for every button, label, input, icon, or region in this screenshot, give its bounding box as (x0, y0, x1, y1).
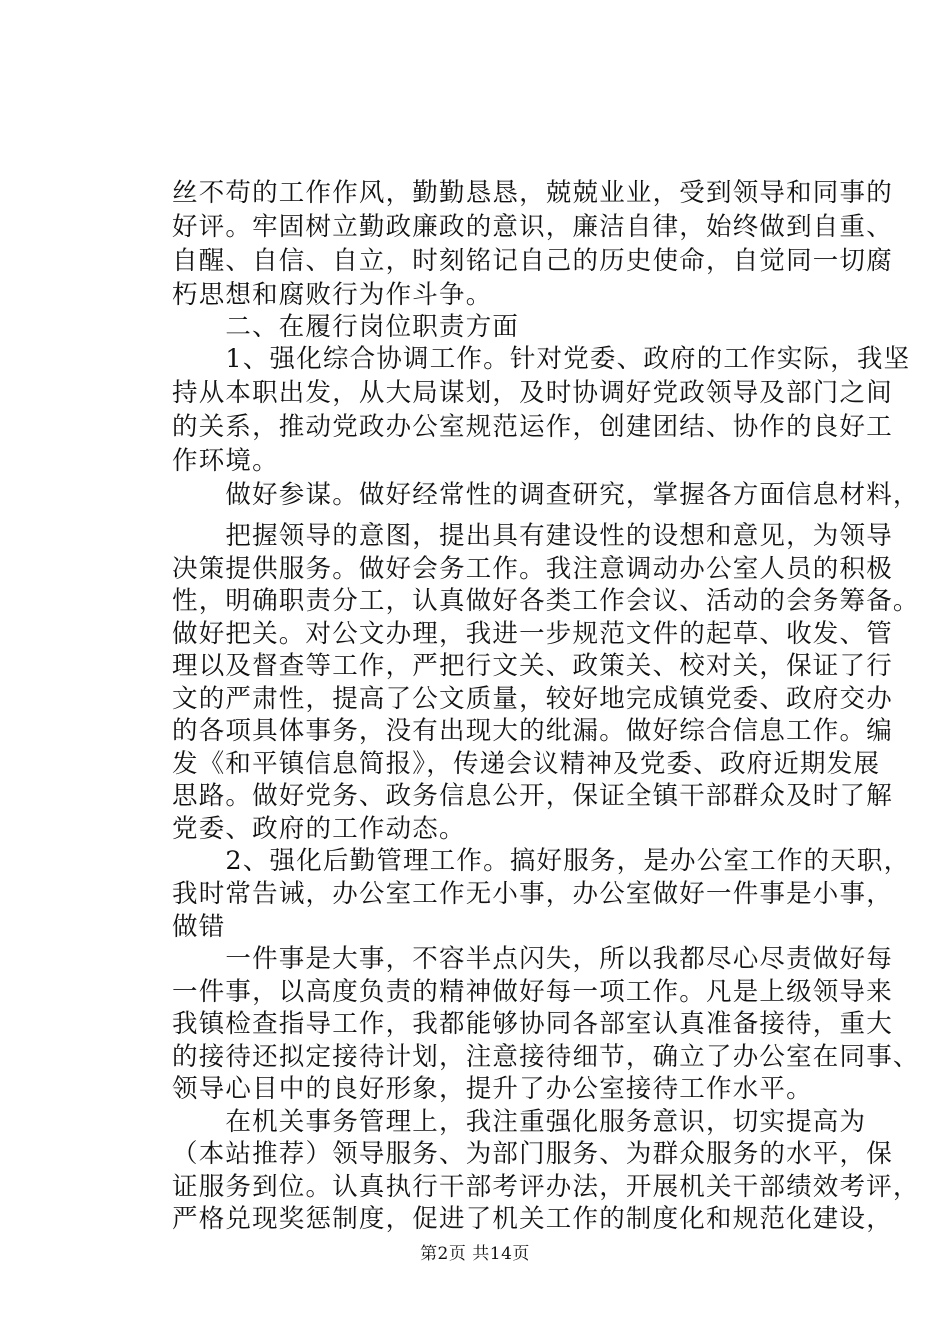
page-footer: 第2页 共14页 (420, 1244, 530, 1264)
body-text-line: 好评。牢固树立勤政廉政的意识，廉洁自律，始终做到自重、 (172, 212, 893, 242)
body-text-line: 做错 (172, 912, 226, 942)
body-text-line: 做好把关。对公文办理，我进一步规范文件的起草、收发、管 (172, 619, 893, 649)
body-text-line: 思路。做好党务、政务信息公开，保证全镇干部群众及时了解 (172, 781, 893, 811)
body-text-line: 作环境。 (172, 446, 279, 476)
body-text-line: 的各项具体事务，没有出现大的纰漏。做好综合信息工作。编 (172, 716, 893, 746)
body-text-line: 朽思想和腐败行为作斗争。 (172, 280, 493, 310)
body-text-line: 自醒、自信、自立，时刻铭记自己的历史使命，自觉同一切腐 (172, 246, 893, 276)
body-text-line: 理以及督查等工作，严把行文关、政策关、校对关，保证了行 (172, 651, 893, 681)
body-text-line: 我时常告诫，办公室工作无小事，办公室做好一件事是小事， (172, 879, 893, 909)
body-text-line: 的关系，推动党政办公室规范运作，创建团结、协作的良好工 (172, 412, 893, 442)
body-text-line: 领导心目中的良好形象，提升了办公室接待工作水平。 (172, 1074, 813, 1104)
body-text-line: 文的严肃性，提高了公文质量，较好地完成镇党委、政府交办 (172, 684, 893, 714)
body-text-line: 2、强化后勤管理工作。搞好服务，是办公室工作的天职， (172, 846, 911, 876)
section-heading: 二、在履行岗位职责方面 (172, 312, 520, 342)
body-text-line: 持从本职出发，从大局谋划，及时协调好党政领导及部门之间 (172, 378, 893, 408)
body-text-line: 1、强化综合协调工作。针对党委、政府的工作实际，我坚 (172, 344, 911, 374)
body-text-line: 决策提供服务。做好会务工作。我注意调动办公室人员的积极 (172, 554, 893, 584)
body-text-line: 一件事，以高度负责的精神做好每一项工作。凡是上级领导来 (172, 977, 893, 1007)
body-text-line: 我镇检查指导工作，我都能够协同各部室认真准备接待，重大 (172, 1009, 893, 1039)
body-text-line: 证服务到位。认真执行干部考评办法，开展机关干部绩效考评， (172, 1172, 920, 1202)
body-text-line: 党委、政府的工作动态。 (172, 814, 466, 844)
body-text-line: 把握领导的意图，提出具有建设性的设想和意见，为领导 (172, 521, 893, 551)
body-text-line: 做好参谋。做好经常性的调查研究，掌握各方面信息材料， (172, 480, 920, 510)
body-text-line: （本站推荐）领导服务、为部门服务、为群众服务的水平，保 (172, 1139, 893, 1169)
body-text-line: 发《和平镇信息简报》，传递会议精神及党委、政府近期发展 (172, 749, 881, 779)
body-text-line: 一件事是大事，不容半点闪失，所以我都尽心尽责做好每 (172, 944, 893, 974)
body-text-line: 严格兑现奖惩制度，促进了机关工作的制度化和规范化建设， (172, 1204, 893, 1234)
body-text-line: 性，明确职责分工，认真做好各类工作会议、活动的会务筹备。 (172, 586, 920, 616)
body-text-line: 丝不苟的工作作风，勤勤恳恳，兢兢业业，受到领导和同事的 (172, 178, 893, 208)
body-text-line: 在机关事务管理上，我注重强化服务意识，切实提高为 (172, 1107, 867, 1137)
body-text-line: 的接待还拟定接待计划，注意接待细节，确立了办公室在同事、 (172, 1042, 920, 1072)
